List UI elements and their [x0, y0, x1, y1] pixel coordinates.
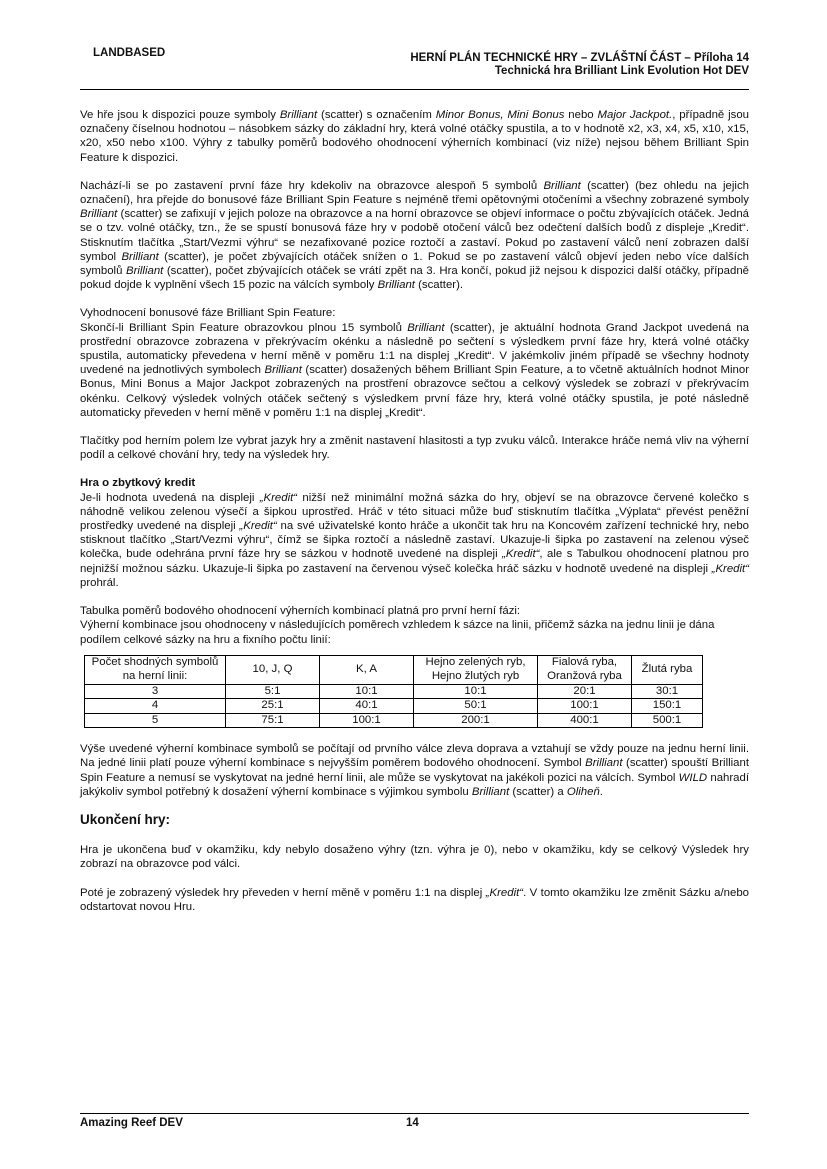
header-game-title: Technická hra Brilliant Link Evolution Hot DEV: [494, 65, 749, 77]
paytable-cell: 400:1: [538, 713, 632, 728]
text: prohrál.: [80, 576, 119, 589]
paytable-cell: 200:1: [414, 713, 538, 728]
text-italic: Brilliant: [279, 109, 318, 121]
paragraph-residual-credit: [80, 476, 749, 590]
paytable-cell: 10:1: [320, 684, 414, 699]
paytable-row: [85, 713, 703, 728]
text: Tabulka poměrů bodového ohodnocení výherních kombinací platná pro první herní fázi:: [80, 605, 521, 618]
paytable-cell: 30:1: [632, 684, 703, 699]
paragraph-result-transfer: [80, 886, 749, 914]
paragraph-game-end: Hra je ukončena buď v okamžiku, kdy nebylo dosaženo výhry (tzn. výhra je 0), nebo v okamžiku, kdy se celkový Výsledek hry zobrazí na obrazovce pod válci.: [80, 844, 749, 871]
paytable-cell: 10:1: [414, 684, 538, 699]
text: Výše uvedené výherní kombinace symbolů se počítají od prvního válce zleva doprava a vztahují se vždy pouze na jednu herní linii. Na jedné linii platí pouze výherní kombinace s nejvyšším poměrem bodového ohodnocení. Symbol: [80, 743, 749, 770]
text: Poté je zobrazený výsledek hry převeden v herní měně v poměru 1:1 na displej: [80, 886, 486, 899]
footer-divider: [80, 1113, 749, 1114]
text: (scatter) s označením: [317, 109, 436, 121]
paragraph-winning-rules: [80, 742, 749, 799]
paytable-cell: 75:1: [226, 713, 320, 728]
text: (scatter) spouští Brilliant Spin Feature a nemusí se vyskytovat na jedné herní linii, ale může se vyskytovat na jakékoli pozici na válcích. Symbol: [80, 757, 749, 784]
paytable-header-cell: K, A: [320, 655, 414, 684]
text-italic: Minor Bonus, Mini Bonus: [435, 109, 565, 121]
text-italic: Brilliant: [121, 250, 159, 263]
text-italic: Brilliant: [407, 321, 445, 334]
paragraph-buttons: Tlačítky pod herním polem lze vybrat jazyk hry a změnit nastavení hlasitosti a typ zvuku válců. Interakce hráče nemá vliv na výherní podíl a celkové chování hry, tedy na výsledek hry.: [80, 435, 749, 462]
text-italic: WILD: [678, 771, 708, 784]
text: Nachází-li se po zastavení první fáze hry kdekoliv na obrazovce alespoň 5 symbolů: [80, 179, 544, 192]
paytable-header-cell: Žlutá ryba: [632, 655, 703, 684]
page-number: 14: [406, 1117, 419, 1129]
header-right: [410, 52, 749, 78]
text: , ale s Tabulkou ohodnocení platnou pro nejnižší možnou sázku. Ukazuje-li šipka po zastavení na červenou výseč kolečka hráč sázku v hodnotě uvedené na displeji: [80, 548, 749, 575]
paragraph-symbols: [80, 108, 749, 165]
text-italic: Brilliant: [377, 279, 415, 292]
text-italic: Brilliant: [543, 179, 581, 192]
paytable-header-row: [85, 655, 703, 684]
section-heading-game-end: Ukončení hry:: [80, 812, 171, 828]
text: (scatter), je aktuální hodnota Grand Jackpot uvedená na prostřední obrazovce zobrazena v překrývacím okénku a následně po sečtení s výsledkem první fáze hry, která volné otáčky spustila, automaticky převedena v herní měně v poměru 1:1 na displej „Kredit“. V jakémkoliv jiném případě se všechny hodnoty uvedené na jednotlivých symbolech: [80, 321, 749, 377]
text: (scatter), počet zbývajících otáček se vrátí zpět na 3. Hra končí, pokud již nejsou k dispozici další otáčky, případně pokud dojde k vyplnění všech 15 pozic na válcích symboly: [80, 265, 749, 292]
text-italic: Brilliant: [125, 265, 164, 278]
header-divider: [80, 89, 749, 90]
paytable-cell: 100:1: [320, 713, 414, 728]
text: Ve hře jsou k dispozici pouze symboly: [80, 109, 280, 121]
paytable-row: [85, 684, 703, 699]
text-italic: Brilliant: [80, 208, 118, 221]
paytable-cell: 100:1: [538, 699, 632, 714]
text-italic: Major Jackpot.: [597, 109, 673, 121]
paragraph-bonus-trigger: [80, 179, 749, 293]
text: nižší než minimální možná sázka do hry, objeví se na obrazovce červené kolečko s náhodně velikou zelenou výsečí a šipkou uprostřed. Hráč v této situaci může buď stisknutím tlačítka „Výplata“ převést peněžní prostředky uvedené na displeji: [80, 491, 749, 533]
text: .: [599, 785, 603, 798]
text-italic: „Kredit“: [711, 562, 749, 575]
paytable-cell: 25:1: [226, 699, 320, 714]
paytable-cell: 3: [85, 684, 226, 699]
paytable-header-cell: 10, J, Q: [226, 655, 320, 684]
text: (scatter) dosažených během Brilliant Spin Feature, a to včetně aktuálních hodnot Minor Bonus, Mini Bonus a Major Jackpot zobrazených na prostření obrazovce sečtou a celkový výsledek se zobrazí v překrývacím okénku. Celkový výsledek volných otáček sečtený s výsledkem první fáze hry, která volné otáčky spustila, je poté následně automaticky převeden v herní měně v poměru 1:1 na displej „Kredit“.: [80, 364, 749, 419]
text-italic: Brilliant: [585, 757, 623, 770]
text-italic: „Kredit“: [502, 548, 540, 561]
header-left-label: LANDBASED: [93, 47, 166, 59]
text: . V tomto okamžiku lze změnit Sázku a/nebo odstartovat novou Hru.: [80, 886, 750, 913]
text-italic: Brilliant: [264, 364, 302, 377]
text: na své uživatelské konto hráče a ukončit tak hru na Koncovém zařízení technické hry, nebo stisknout tlačítko „Start/Vezmi výhru“, čímž se šipka roztočí a následně zastaví. Ukazuje-li šipka po zastavení na zelenou výseč kolečka, bude odehrána první fáze hry se sázkou v hodnotě uvedené na displeji: [80, 520, 749, 561]
text-italic: Oliheň: [566, 785, 600, 798]
text: Skončí-li Brilliant Spin Feature obrazovkou plnou 15 symbolů: [80, 321, 408, 334]
paytable: [84, 655, 703, 729]
paytable-row: [85, 699, 703, 714]
text-italic: „Kredit“: [485, 886, 524, 899]
paytable-cell: 4: [85, 699, 226, 714]
subheading-residual-credit: Hra o zbytkový kredit: [80, 477, 196, 490]
text: Je-li hodnota uvedená na displeji: [80, 491, 260, 504]
text-italic: „Kredit“: [259, 491, 298, 504]
text: (scatter) se zafixují v jejich poloze na obrazovce a na horní obrazovce se objeví informace o počtu zbývajících otáček. Jedná se o tzv. volné otáčky, tzn., že se spustí bonusová fáze hry v podobě otočení válců bez odečtení dalších bodů z displeje „Kredit“. Stisknutím tlačítka „Start/Vezmi výhru“ se nezafixované pozice roztočí a zastaví. Pokud po zastavení válců není zobrazen další symbol: [80, 208, 749, 263]
text: (scatter), je počet zbývajících otáček snížen o 1. Pokud se po zastavení válců objeví jeden nebo více dalších symbolů: [80, 250, 749, 278]
text: (scatter) (bez ohledu na jejich označení), hra přejde do bonusové fáze Brilliant Spin Feature s nejméně třemi opětovnými otočeními a všechny zobrazené symboly: [80, 179, 749, 207]
paytable-cell: 5: [85, 713, 226, 728]
paytable-cell: 50:1: [414, 699, 538, 714]
paytable-header-cell: Hejno zelených ryb, Hejno žlutých ryb: [414, 655, 538, 684]
paytable-cell: 5:1: [226, 684, 320, 699]
text: nebo: [564, 109, 598, 121]
text: (scatter) a: [509, 785, 567, 798]
text: , případně jsou označeny číselnou hodnotou – násobkem sázky do základní hry, která volné otáčky spustila, a to v hodnotě x2, x3, x4, x5, x10, x15, x20, x50 nebo x100. Výhry z tabulky poměrů bodového ohodnocení výherních kombinací (viz níže) nejsou během Brilliant Spin Feature k dispozici.: [80, 109, 749, 164]
paytable-cell: 500:1: [632, 713, 703, 728]
text: (scatter).: [414, 279, 464, 292]
paytable-cell: 20:1: [538, 684, 632, 699]
paytable-header-cell: Počet shodných symbolů na herní linii:: [85, 655, 226, 684]
header-document-title: HERNÍ PLÁN TECHNICKÉ HRY – ZVLÁŠTNÍ ČÁST – Příloha 14: [410, 52, 749, 64]
document-body: [80, 108, 749, 928]
footer-game-name: Amazing Reef DEV: [80, 1117, 183, 1129]
paytable-cell: 40:1: [320, 699, 414, 714]
text-italic: „Kredit“: [239, 520, 277, 533]
paragraph-title: Vyhodnocení bonusové fáze Brilliant Spin Feature:: [80, 307, 336, 320]
text: Výherní kombinace jsou ohodnoceny v následujících poměrech vzhledem k sázce na linii, přičemž sázka na jednu linii je dána podílem celkové sázky na hru a fixního počtu linií:: [80, 619, 715, 646]
text: nahradí jakýkoliv symbol potřebný k dosažení výherní kombinace s výjimkou symbolu: [80, 771, 749, 798]
paytable-cell: 150:1: [632, 699, 703, 714]
paragraph-bonus-evaluation: [80, 306, 749, 420]
paragraph-paytable-intro: [80, 604, 749, 647]
paytable-header-cell: Fialová ryba, Oranžová ryba: [538, 655, 632, 684]
text-italic: Brilliant: [471, 785, 510, 798]
